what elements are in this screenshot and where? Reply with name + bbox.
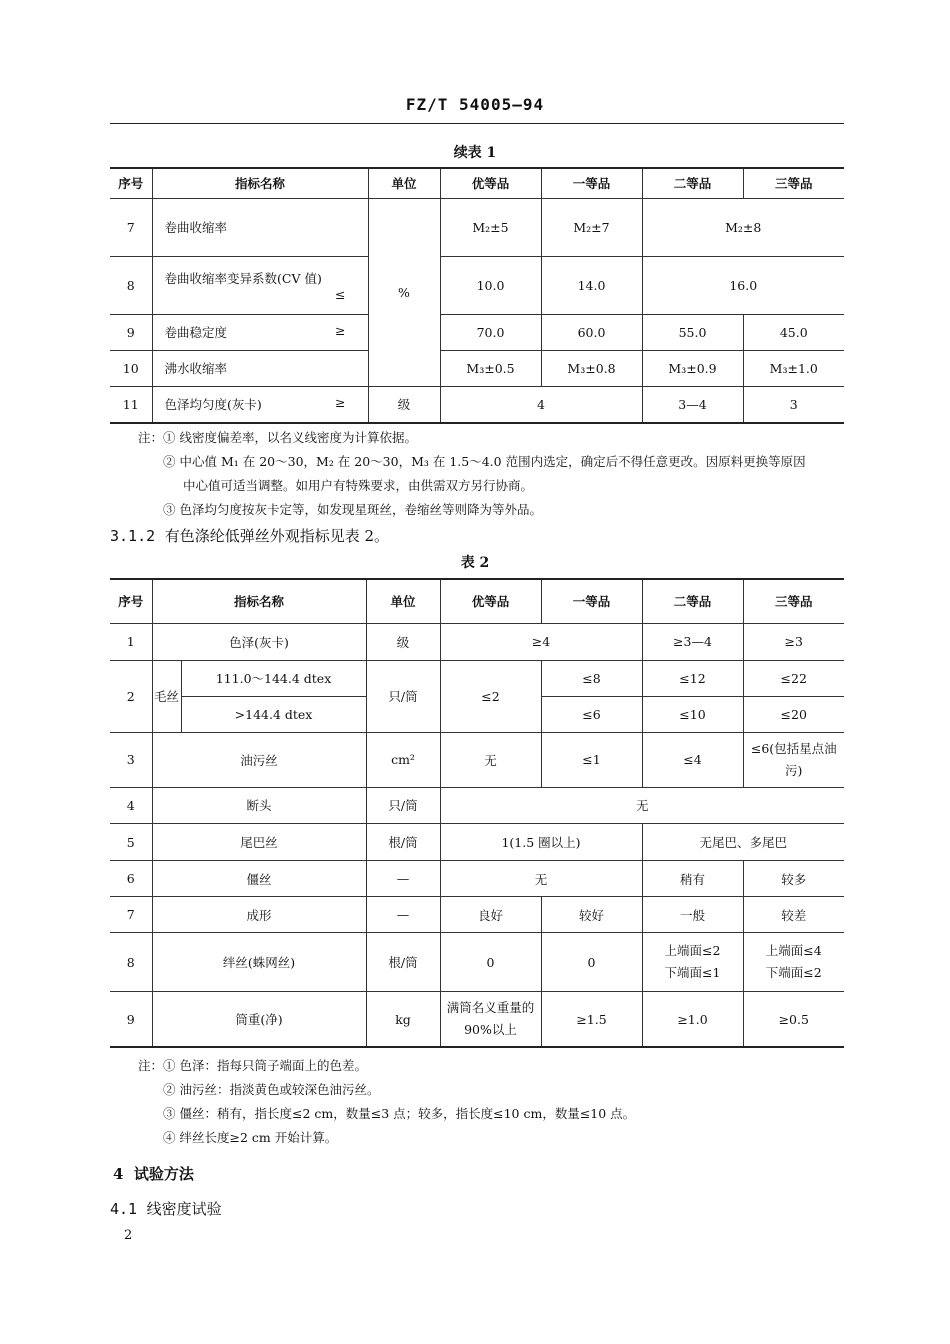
- page-number: 2: [124, 1228, 133, 1243]
- t1-r11-name: 色泽均匀度(灰卡) ≥: [152, 386, 368, 423]
- t1-r8-sym: ≤: [335, 286, 346, 302]
- table-row: [110, 933, 844, 992]
- t1-r7-v1: M₂±5: [440, 198, 541, 256]
- t2-r7-v2: 较好: [541, 897, 642, 933]
- section-4-heading: 4 试验方法: [113, 1165, 194, 1183]
- t2-r3-v1: 无: [440, 732, 541, 787]
- t2-h-unit: 单位: [366, 579, 440, 623]
- t1-r8-v1: 10.0: [440, 256, 541, 314]
- t2-r2b-v3: ≤10: [642, 696, 743, 732]
- table-row: [110, 350, 844, 386]
- t2-r2-no: 2: [110, 660, 152, 732]
- t2-h-g3: 二等品: [642, 579, 743, 623]
- t2-h-g1: 优等品: [440, 579, 541, 623]
- t1-r8-no: 8: [110, 256, 152, 314]
- t2-r6-v12: 无: [440, 861, 642, 897]
- header-rule: [110, 123, 844, 124]
- t2-r6-no: 6: [110, 861, 152, 897]
- t1-r7-no: 7: [110, 198, 152, 256]
- t2-r4-unit: 只/筒: [366, 787, 440, 823]
- t2-r5-unit: 根/筒: [366, 823, 440, 860]
- t2-r2a-v4: ≤22: [743, 660, 844, 696]
- t2-r4-name: 断头: [152, 787, 366, 823]
- table-row: [110, 732, 844, 787]
- t1-r7-v2: M₂±7: [541, 198, 642, 256]
- t2-r8-v3: 上端面≤2 下端面≤1: [642, 933, 743, 992]
- t2-r3-unit: cm²: [366, 732, 440, 787]
- t1-r10-v2: M₃±0.8: [541, 350, 642, 386]
- t2-r3-v2: ≤1: [541, 732, 642, 787]
- t2-r3-name: 油污丝: [152, 732, 366, 787]
- t1-r9-no: 9: [110, 314, 152, 350]
- t1-r10-no: 10: [110, 350, 152, 386]
- t2-r9-name: 筒重(净): [152, 992, 366, 1047]
- table-row: [110, 386, 844, 423]
- t2-r7-no: 7: [110, 897, 152, 933]
- t2-r6-name: 僵丝: [152, 861, 366, 897]
- t2-r1-name: 色泽(灰卡): [152, 623, 366, 660]
- table2-header-row: [110, 579, 844, 623]
- t1-unit-percent: %: [368, 198, 440, 386]
- table-row: [110, 623, 844, 660]
- table-row: [110, 787, 844, 823]
- table-row: [110, 992, 844, 1047]
- t2-note-3: ③ 僵丝：稍有，指长度≤2 cm，数量≤3 点；较多，指长度≤10 cm，数量≤10 点。: [163, 1106, 636, 1121]
- table-row: [110, 823, 844, 860]
- t1-h-unit: 单位: [368, 168, 440, 198]
- t1-r10-name: 沸水收缩率: [152, 350, 368, 386]
- t1-r11-v3: 3—4: [642, 386, 743, 423]
- t1-r11-v4: 3: [743, 386, 844, 423]
- t1-h-no: 序号: [110, 168, 152, 198]
- table1-caption: 续表 1: [453, 145, 497, 161]
- t2-r1-unit: 级: [366, 623, 440, 660]
- t1-h-g1: 优等品: [440, 168, 541, 198]
- t1-note-1: 注：① 线密度偏差率，以名义线密度为计算依据。: [138, 430, 417, 445]
- t2-r8-unit: 根/筒: [366, 933, 440, 992]
- t1-r8-v34: 16.0: [642, 256, 844, 314]
- t1-h-g4: 三等品: [743, 168, 844, 198]
- table1: [110, 167, 844, 424]
- table-row: [110, 861, 844, 897]
- t2-r8-no: 8: [110, 933, 152, 992]
- t1-r9-name: 卷曲稳定度 ≥: [152, 314, 368, 350]
- table-row: [110, 314, 844, 350]
- t2-r8-name: 绊丝(蛛网丝): [152, 933, 366, 992]
- standard-code: FZ/T 54005—94: [405, 95, 545, 114]
- t2-r7-v3: 一般: [642, 897, 743, 933]
- t2-note-2: ② 油污丝：指淡黄色或较深色油污丝。: [163, 1082, 380, 1097]
- t2-h-g4: 三等品: [743, 579, 844, 623]
- t2-r2b-name: >144.4 dtex: [181, 696, 366, 732]
- table1-header-row: [110, 168, 844, 198]
- t1-r7-v34: M₂±8: [642, 198, 844, 256]
- t1-r9-v1: 70.0: [440, 314, 541, 350]
- t1-r11-no: 11: [110, 386, 152, 423]
- t2-r2-v1: ≤2: [440, 660, 541, 732]
- t2-r9-no: 9: [110, 992, 152, 1047]
- t1-h-g3: 二等品: [642, 168, 743, 198]
- t2-r3-v3: ≤4: [642, 732, 743, 787]
- t2-r7-unit: —: [366, 897, 440, 933]
- section-4-1-heading: 4.1 线密度试验: [110, 1200, 222, 1218]
- t1-r8-name: [152, 256, 368, 314]
- t2-r1-v3: ≥3—4: [642, 623, 743, 660]
- t2-r2a-v2: ≤8: [541, 660, 642, 696]
- t1-note-3: ③ 色泽均匀度按灰卡定等，如发现星斑丝，卷缩丝等则降为等外品。: [163, 502, 542, 517]
- t2-r6-v3: 稍有: [642, 861, 743, 897]
- table2-caption: 表 2: [460, 555, 490, 571]
- t2-r7-v4: 较差: [743, 897, 844, 933]
- t2-r9-v4: ≥0.5: [743, 992, 844, 1047]
- t1-h-g2: 一等品: [541, 168, 642, 198]
- t2-r1-no: 1: [110, 623, 152, 660]
- t2-note-1: 注：① 色泽：指每只筒子端面上的色差。: [138, 1058, 367, 1073]
- t1-r10-v1: M₃±0.5: [440, 350, 541, 386]
- t2-r1-v4: ≥3: [743, 623, 844, 660]
- t2-r3-no: 3: [110, 732, 152, 787]
- t2-r2-unit: 只/筒: [366, 660, 440, 732]
- table-row: [110, 897, 844, 933]
- t1-r11-unit: 级: [368, 386, 440, 423]
- t2-h-no: 序号: [110, 579, 152, 623]
- t2-r7-v1: 良好: [440, 897, 541, 933]
- t2-r8-v4: 上端面≤4 下端面≤2: [743, 933, 844, 992]
- table-row: [110, 256, 844, 314]
- t2-r1-v12: ≥4: [440, 623, 642, 660]
- t1-h-name: 指标名称: [152, 168, 368, 198]
- t1-r7-name: 卷曲收缩率: [152, 198, 368, 256]
- t2-r5-name: 尾巴丝: [152, 823, 366, 860]
- t2-h-g2: 一等品: [541, 579, 642, 623]
- t2-r5-v34: 无尾巴、多尾巴: [642, 823, 844, 860]
- t2-r2-group: 毛丝: [152, 660, 181, 732]
- t1-r11-v12: 4: [440, 386, 642, 423]
- t2-r2a-name: 111.0～144.4 dtex: [181, 660, 366, 696]
- t2-r8-v1: 0: [440, 933, 541, 992]
- t2-r9-v2: ≥1.5: [541, 992, 642, 1047]
- t2-note-4: ④ 绊丝长度≥2 cm 开始计算。: [163, 1130, 338, 1145]
- t1-r9-v4: 45.0: [743, 314, 844, 350]
- table-row: [110, 198, 844, 256]
- table-row: [110, 660, 844, 696]
- t1-r9-v3: 55.0: [642, 314, 743, 350]
- t1-r10-v4: M₃±1.0: [743, 350, 844, 386]
- t1-r8-v2: 14.0: [541, 256, 642, 314]
- t2-r8-v2: 0: [541, 933, 642, 992]
- section-3-1-2: 3.1.2 有色涤纶低弹丝外观指标见表 2。: [110, 527, 390, 545]
- t2-r2b-v2: ≤6: [541, 696, 642, 732]
- t2-r6-v4: 较多: [743, 861, 844, 897]
- t1-r10-v3: M₃±0.9: [642, 350, 743, 386]
- t2-r5-v12: 1(1.5 圈以上): [440, 823, 642, 860]
- t1-note-2: ② 中心值 M₁ 在 20～30，M₂ 在 20～30，M₃ 在 1.5～4.0 范围内选定，确定后不得任意更改。因原料更换等原因: [163, 454, 806, 469]
- table2: [110, 578, 844, 1048]
- t2-r4-no: 4: [110, 787, 152, 823]
- t2-r9-v1: 满筒名义重量的 90%以上: [440, 992, 541, 1047]
- t2-r9-unit: kg: [366, 992, 440, 1047]
- t2-r6-unit: —: [366, 861, 440, 897]
- t2-h-name: 指标名称: [152, 579, 366, 623]
- t2-r7-name: 成形: [152, 897, 366, 933]
- t2-r3-v4: ≤6(包括星点油污): [743, 732, 844, 787]
- t2-r5-no: 5: [110, 823, 152, 860]
- t1-note-2b: 中心值可适当调整。如用户有特殊要求，由供需双方另行协商。: [183, 478, 534, 493]
- t2-r9-v3: ≥1.0: [642, 992, 743, 1047]
- t2-r2b-v4: ≤20: [743, 696, 844, 732]
- t2-r4-v1234: 无: [440, 787, 844, 823]
- t1-r9-v2: 60.0: [541, 314, 642, 350]
- t2-r2a-v3: ≤12: [642, 660, 743, 696]
- t1-r8-name-text: 卷曲收缩率变异系数(CV 值): [164, 270, 322, 286]
